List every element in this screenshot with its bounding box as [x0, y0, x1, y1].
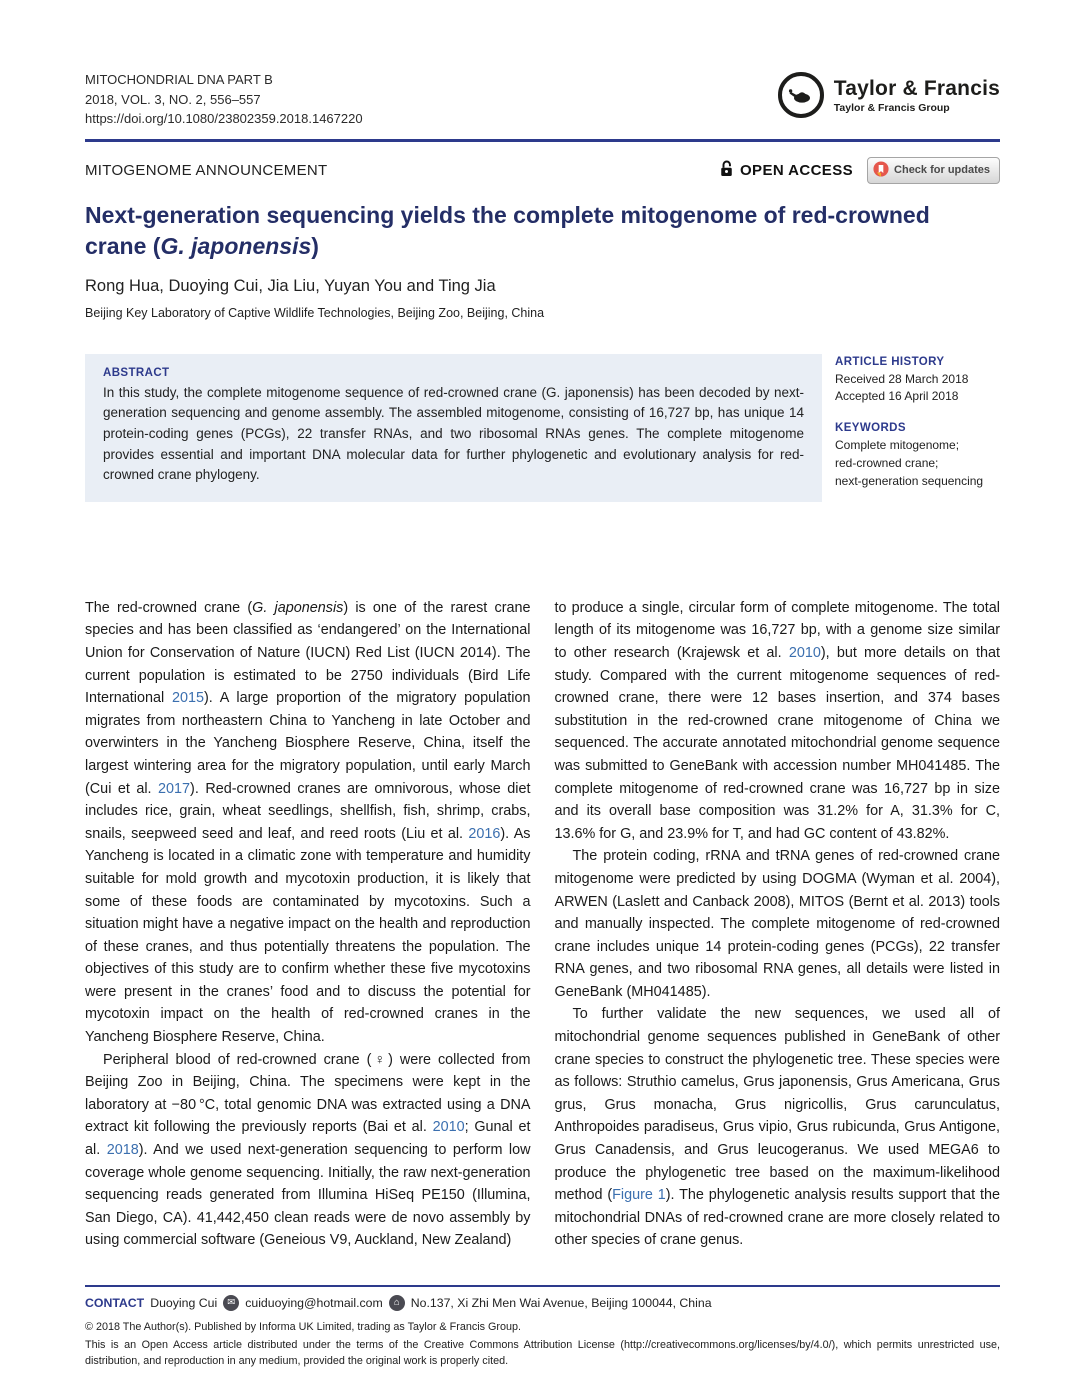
- license-text: This is an Open Access article distributed under the terms of the Creative Commons Attribution License (http://creativecommons.org/licenses/by/4.0/), which permits unrestricted use, distribution, and reproduction in any medium, provided the original work is properly cited.: [85, 1338, 1000, 1367]
- authors-line: Rong Hua, Duoying Cui, Jia Liu, Yuyan You and Ting Jia: [85, 276, 496, 295]
- abstract-box: [85, 354, 822, 502]
- text-segment: ). A large proportion of the migratory population migrates from northeastern China to Yancheng in late October and overwinters in the Yancheng Biosphere Reserve, China, itself the largest wintering area for the migratory population, until early March (Cui et al.: [85, 690, 531, 797]
- text-segment: ; Gunal et al.: [85, 1119, 531, 1159]
- banner-right: [719, 157, 1000, 184]
- header-divider: [85, 139, 1000, 142]
- body-paragraph: [85, 1049, 531, 1252]
- volume-info: 2018, VOL. 3, NO. 2, 556–557: [85, 91, 261, 107]
- check-for-updates-button[interactable]: [867, 157, 1000, 184]
- open-access-label: OPEN ACCESS: [739, 161, 854, 179]
- text-segment: ) is one of the rarest crane species and has been classified as ‘endangered’ on the International Union for Conservation of Nature (IUCN) Red List (IUCN 2014). The current population is estimated to be 2750 individuals (Bird Life International: [85, 599, 531, 707]
- text-segment: ). As Yancheng is located in a climatic zone with temperature and humidity suitable for mold growth and mycotoxin production, it is likely that some of these foods are contaminated by mycotoxins. Such a situation might have a negative impact on the health and reproduction of these cranes, and thus potentially threatens the population. The objectives of this study are to confirm whether these five mycotoxins were present in the cranes’ food and to discuss the potential for mycotoxin impact on the health of red-crowned cranes in the Yancheng Biosphere Reserve, China.: [85, 825, 531, 1046]
- body-column-right: [555, 597, 1001, 1252]
- keywords-heading: KEYWORDS: [835, 422, 906, 435]
- affiliation-line: Beijing Key Laboratory of Captive Wildlife Technologies, Beijing Zoo, Beijing, China: [85, 305, 545, 320]
- open-access-padlock-icon: [719, 159, 734, 182]
- article-history-heading: ARTICLE HISTORY: [835, 355, 945, 368]
- publisher-wordmark: [834, 77, 1000, 114]
- text-segment: Next-generation sequencing yields the complete mitogenome of red-crowned crane (: [85, 201, 930, 259]
- publisher-name: Taylor & Francis: [833, 76, 1000, 100]
- article-body: [85, 597, 1000, 1252]
- abstract-section: [85, 354, 1000, 502]
- address-icon: ⌂: [389, 1295, 405, 1311]
- citation-link[interactable]: 2016: [468, 825, 501, 842]
- article-meta-column: [835, 354, 1000, 502]
- text-segment: ) has been decoded by next-generation sequencing and genome assembly. The assembled mitogenome, consisting of 16,727 bp, has unique 14 protein-coding genes (PCGs), 22 transfer RNAs, and two ribosomal RNAs genes. The complete mitogenome provides essential and important DNA molecular data for further phylogenetic and evolutionary analysis for red-crowned crane phylogeny.: [103, 384, 804, 483]
- contact-address: No.137, Xi Zhi Men Wai Avenue, Beijing 100044, China: [410, 1295, 712, 1310]
- text-segment: To further validate the new sequences, we used all of mitochondrial genome sequences published in GeneBank of other crane species to construct the phylogenetic tree. These species were as follows: Struthio camelus, Grus japonensis, Grus Americana, Grus grus, Grus monacha, Grus nigricollis, Grus carunculatus, Anthropoides paradiseus, Grus vipio, Grus rubicunda, Grus Antigone, Grus Canadensis, and Grus leucogeranus. We used MEGA6 to produce the phylogenetic tree based on the maximum-likelihood method (: [554, 1006, 1000, 1204]
- article-banner: [85, 157, 1000, 184]
- citation-link[interactable]: Figure 1: [612, 1187, 666, 1204]
- journal-info: [85, 70, 363, 129]
- body-paragraph: [555, 1003, 1001, 1252]
- keyword-line: next-generation sequencing: [835, 473, 984, 488]
- text-segment: ): [311, 232, 319, 259]
- article-category: MITOGENOME ANNOUNCEMENT: [85, 161, 328, 179]
- crossmark-icon: [873, 161, 889, 180]
- text-segment: The red-crowned crane (: [85, 599, 253, 616]
- email-icon: ✉: [223, 1295, 239, 1311]
- copyright-line: © 2018 The Author(s). Published by Informa UK Limited, trading as Taylor & Francis Group.: [85, 1320, 522, 1333]
- body-paragraph: [555, 597, 1001, 846]
- page-title: [85, 200, 985, 262]
- citation-link[interactable]: 2010: [432, 1119, 465, 1136]
- article-history-block: [835, 354, 1000, 406]
- check-for-updates-label: Check for updates: [894, 164, 990, 176]
- received-date: Received 28 March 2018: [835, 371, 969, 386]
- keyword-line: Complete mitogenome;: [835, 438, 960, 453]
- text-segment: G. japonensis: [160, 232, 312, 259]
- body-paragraph: [555, 845, 1001, 1003]
- contact-label: CONTACT: [85, 1295, 145, 1310]
- text-segment: to produce a single, circular form of complete mitogenome. The total length of its mitogenome was 16,727 bp, with a genome size similar to other research (Krajewsk et al.: [554, 599, 1000, 661]
- accepted-date: Accepted 16 April 2018: [835, 389, 959, 404]
- body-column-left: [85, 597, 531, 1252]
- journal-name: MITOCHONDRIAL DNA PART B: [85, 72, 273, 87]
- text-segment: ). The phylogenetic analysis results support that the mitochondrial DNAs of red-crowned crane are more closely related to other species of crane genus.: [554, 1187, 1001, 1249]
- masthead: [85, 70, 1000, 129]
- text-segment: G. japonensis: [252, 599, 344, 616]
- citation-link[interactable]: 2015: [172, 690, 205, 707]
- abstract-heading: ABSTRACT: [103, 366, 170, 379]
- keywords-block: [835, 420, 1000, 489]
- contact-line: [85, 1295, 1000, 1311]
- text-segment: ). Red-crowned cranes are omnivorous, whose diet includes rice, grain, wheat seedlings, shellfish, fish, shrimp, crabs, snails, seepweed seed and leaf, and reed roots (Liu et al.: [85, 780, 531, 842]
- text-segment: In this study, the complete mitogenome sequence of red-crowned crane (: [103, 384, 546, 400]
- text-segment: Peripheral blood of red-crowned crane (♀) were collected from Beijing Zoo in Beijing, China. The specimens were kept in the laboratory at −80 °C, total genomic DNA was extracted using a DNA extract kit following the previously reports (Bai et al.: [85, 1051, 531, 1136]
- text-segment: G. japonensis: [545, 384, 630, 400]
- publisher-group: Taylor & Francis Group: [833, 101, 950, 114]
- taylor-francis-lamp-icon: [778, 72, 824, 118]
- body-paragraph: [85, 597, 531, 1049]
- citation-link[interactable]: 2017: [158, 780, 191, 797]
- open-access-badge: [719, 159, 853, 182]
- page-footer: [85, 1285, 1000, 1369]
- footer-divider: [85, 1285, 1000, 1287]
- citation-link[interactable]: 2018: [106, 1142, 139, 1159]
- keyword-line: red-crowned crane;: [835, 456, 939, 471]
- abstract-text: [103, 383, 804, 486]
- publisher-logo: [778, 72, 1000, 118]
- text-segment: ), but more details on that study. Compared with the current mitogenome sequences of red-crowned crane, there were 12 bases insertion, and 374 bases substitution in the red-crowned crane mitogenome of China we sequenced. The accurate annotated mitochondrial genome sequence was submitted to GeneBank with accession number MH041485. The complete mitogenome of red-crowned crane was 16,727 bp in size and its overall base composition was 31.2% for A, 31.3% for C, 13.6% for G, and 23.9% for T, and had GC content of 43.82%.: [554, 644, 1000, 842]
- text-segment: ). And we used next-generation sequencing to perform low coverage whole genome sequencing. Initially, the raw next-generation sequencing reads generated from Illumina HiSeq PE150 (Illumina, San Diego, CA). 41,442,450 clean reads were de novo assembly by using commercial software (Geneious V9, Auckland, New Zealand): [85, 1142, 531, 1249]
- contact-name: Duoying Cui: [150, 1295, 218, 1310]
- doi-link[interactable]: https://doi.org/10.1080/23802359.2018.1467220: [85, 111, 363, 126]
- contact-email[interactable]: cuiduoying@hotmail.com: [245, 1295, 383, 1310]
- citation-link[interactable]: 2010: [788, 644, 821, 661]
- text-segment: The protein coding, rRNA and tRNA genes of red-crowned crane mitogenome were predicted by using DOGMA (Wyman et al. 2004), ARWEN (Laslett and Canback 2008), MITOS (Bernt et al. 2013) tools and manually inspected. The complete mitogenome of red-crowned crane includes unique 14 protein-coding genes (PCGs), 22 transfer RNA genes, and two ribosomal RNA genes, all details were listed in GeneBank (MH041485).: [554, 848, 1000, 1000]
